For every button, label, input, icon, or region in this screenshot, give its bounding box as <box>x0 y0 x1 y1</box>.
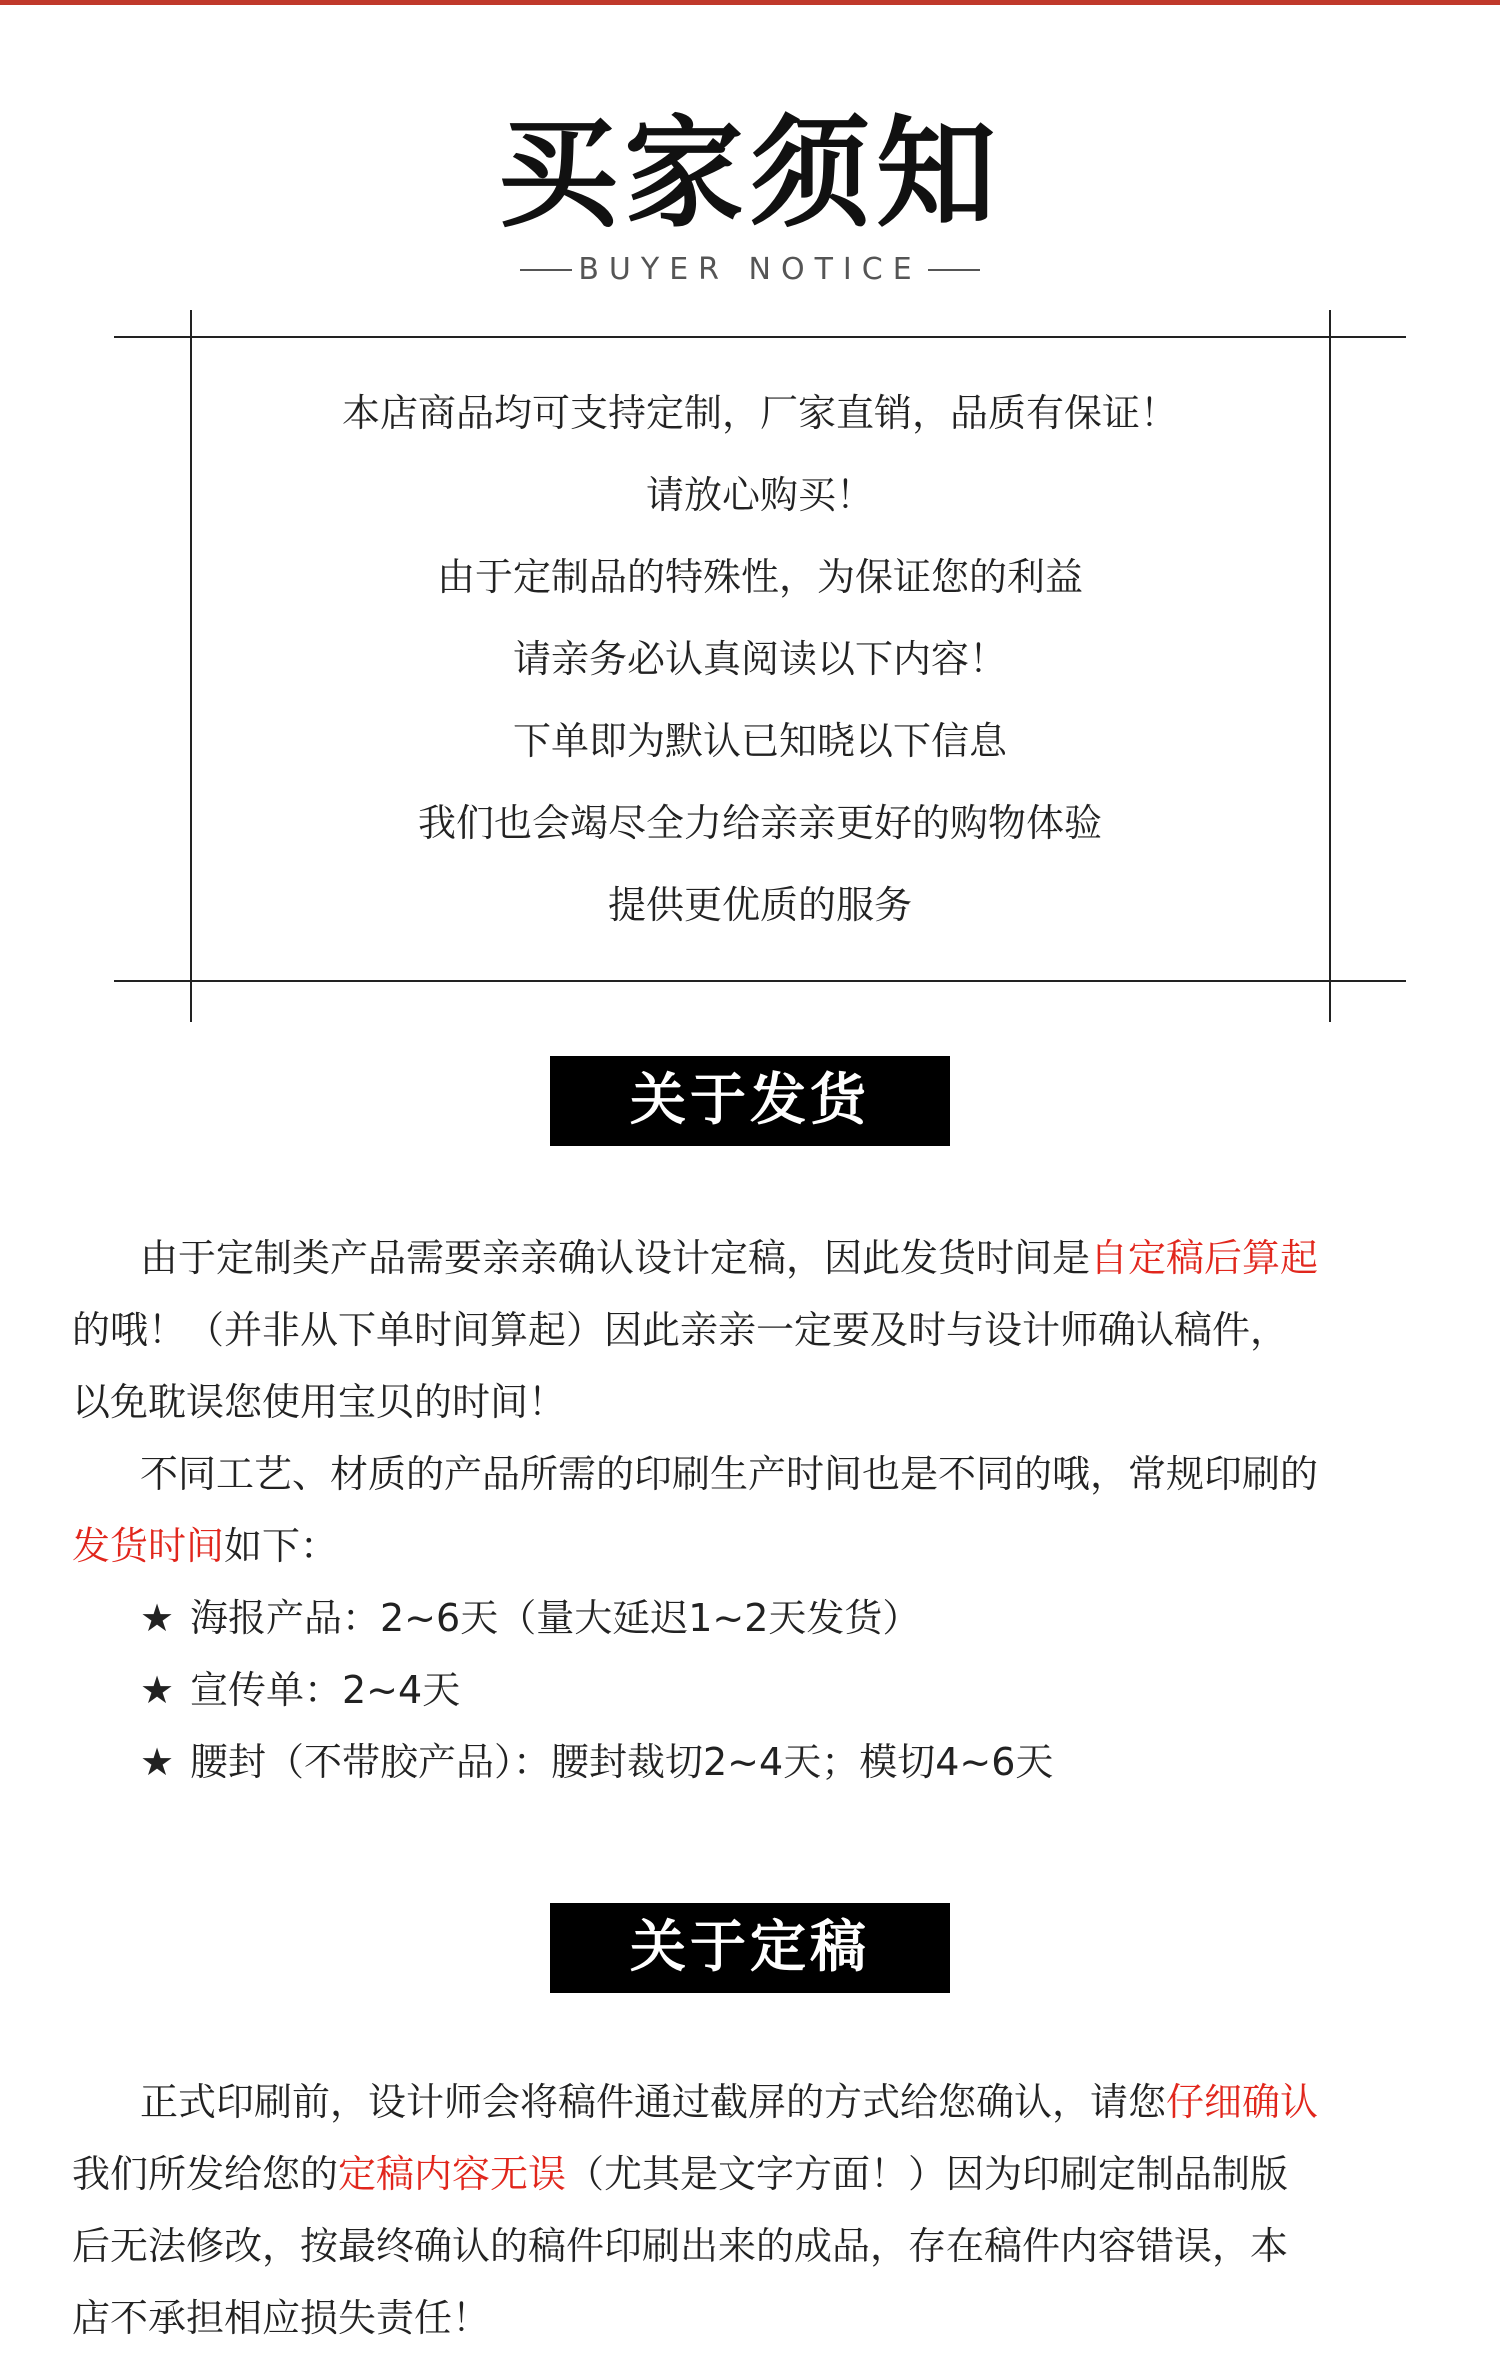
shipping-paragraph-line <box>72 1510 1442 1582</box>
list-item-text: 宣传单：2~4天 <box>190 1668 461 1712</box>
notice-line: 提供更优质的服务 <box>607 883 912 927</box>
shipping-list-item <box>72 1654 1442 1726</box>
star-icon: ★ <box>140 1740 175 1784</box>
text-span: 正式印刷前，设计师会将稿件通过截屏的方式给您确认，请您 <box>140 2080 1167 2124</box>
frame-bottom-line <box>114 980 1406 982</box>
notice-line: 由于定制品的特殊性，为保证您的利益 <box>436 555 1083 599</box>
shipping-text <box>72 1222 1442 1798</box>
notice-line: 本店商品均可支持定制，厂家直销，品质有保证！ <box>341 391 1178 435</box>
highlight-text: 自定稿后算起 <box>1090 1236 1319 1280</box>
shipping-paragraph-line: 不同工艺、材质的产品所需的印刷生产时间也是不同的哦，常规印刷的 <box>140 1452 1319 1496</box>
page-title: 买家须知 <box>498 105 1002 244</box>
text-span: 如下： <box>224 1524 339 1568</box>
notice-line: 请亲务必认真阅读以下内容！ <box>512 637 1007 681</box>
notice-line: 请放心购买！ <box>645 473 874 517</box>
proof-section-header: 关于定稿 <box>550 1903 950 1993</box>
subtitle-row <box>0 250 1500 290</box>
proof-paragraph-line: 店不承担相应损失责任！ <box>72 2296 491 2340</box>
notice-box <box>192 372 1328 946</box>
shipping-paragraph-line: 的哦！（并非从下单时间算起）因此亲亲一定要及时与设计师确认稿件， <box>72 1308 1289 1352</box>
shipping-section-header: 关于发货 <box>550 1056 950 1146</box>
shipping-paragraph-line <box>72 1222 1442 1294</box>
frame-right-line <box>1329 310 1331 1022</box>
proof-paragraph-line <box>72 2066 1442 2138</box>
highlight-text: 定稿内容无误 <box>338 2152 567 2196</box>
proof-paragraph-line <box>72 2138 1442 2210</box>
highlight-text: 发货时间 <box>72 1524 225 1568</box>
star-icon: ★ <box>140 1596 175 1640</box>
list-item-text: 海报产品：2~6天（量大延迟1~2天发货） <box>190 1596 921 1640</box>
text-span: 由于定制类产品需要亲亲确认设计定稿，因此发货时间是 <box>140 1236 1091 1280</box>
top-accent-bar <box>0 0 1500 5</box>
text-span: 我们所发给您的 <box>72 2152 339 2196</box>
frame-top-line <box>114 336 1406 338</box>
shipping-list-item <box>72 1726 1442 1798</box>
notice-line: 下单即为默认已知晓以下信息 <box>512 719 1007 763</box>
proof-text <box>72 2066 1442 2354</box>
shipping-list-item <box>72 1582 1442 1654</box>
star-icon: ★ <box>140 1668 175 1712</box>
list-item-text: 腰封（不带胶产品）：腰封裁切2~4天；模切4~6天 <box>190 1740 1054 1784</box>
page-subtitle: BUYER NOTICE <box>578 252 922 287</box>
notice-line: 我们也会竭尽全力给亲亲更好的购物体验 <box>417 801 1102 845</box>
proof-paragraph-line: 后无法修改，按最终确认的稿件印刷出来的成品，存在稿件内容错误，本 <box>72 2224 1289 2268</box>
subtitle-divider-left <box>520 269 572 271</box>
text-span: （尤其是文字方面！）因为印刷定制品制版 <box>566 2152 1289 2196</box>
subtitle-divider-right <box>928 269 980 271</box>
highlight-text: 仔细确认 <box>1166 2080 1319 2124</box>
shipping-paragraph-line: 以免耽误您使用宝贝的时间！ <box>72 1380 567 1424</box>
